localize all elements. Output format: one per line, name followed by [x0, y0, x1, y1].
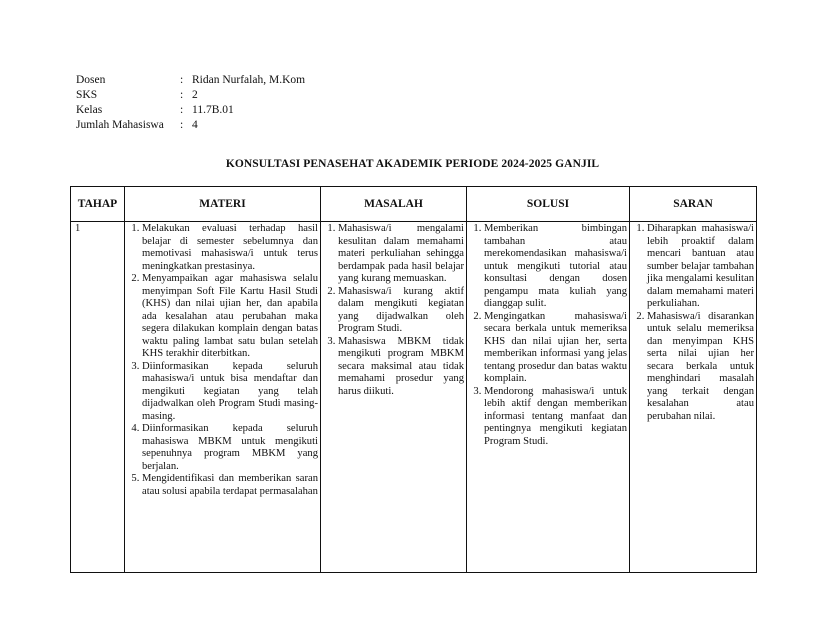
list-item: 3. Diinformasikan kepada seluruh mahasiswa/i untuk bisa mendaftar dan mengikuti kegiatan yang telah dijadwalkan oleh Program Studi masing-masing.	[142, 361, 318, 424]
header-materi: MATERI	[125, 187, 321, 222]
masalah-list	[323, 223, 464, 398]
list-item: 2. Mahasiswa/i kurang aktif dalam mengikuti kegiatan yang dijadwalkan oleh Program Studi.	[338, 286, 464, 336]
info-separator: :	[180, 104, 184, 116]
list-item: 1. Mahasiswa/i mengalami kesulitan dalam memahami materi perkuliahan sehingga berdampak pada hasil belajar yang kurang memuaskan.	[338, 223, 464, 286]
course-info	[76, 73, 305, 133]
info-row-jumlah-mahasiswa	[76, 118, 305, 133]
list-item: 1. Diharapkan mahasiswa/i lebih proaktif dalam mencari bantuan atau sumber belajar tambahan jika mengalami kesulitan dalam memahami materi perkuliahan.	[647, 223, 754, 311]
list-item: 4. Diinformasikan kepada seluruh mahasiswa MBKM untuk mengikuti sepenuhnya program MBKM yang berjalan.	[142, 423, 318, 473]
cell-masalah	[321, 222, 467, 573]
info-value: 2	[192, 89, 198, 101]
list-item: 1. Melakukan evaluasi terhadap hasil belajar di semester sebelumnya dan memotivasi mahasiswa/i untuk terus meningkatkan prestasinya.	[142, 223, 318, 273]
list-item: 3. Mahasiswa MBKM tidak mengikuti program MBKM secara maksimal atau tidak memahami prosedur yang harus diikuti.	[338, 336, 464, 399]
info-value: 11.7B.01	[192, 104, 234, 116]
list-item: 2. Mahasiswa/i disarankan untuk selalu memeriksa dan menyimpan KHS serta nilai ujian her secara berkala untuk menghindari masalah yang terkait dengan kesalahan atau perubahan nilai.	[647, 311, 754, 424]
info-label: SKS	[76, 89, 98, 101]
info-value: 4	[192, 119, 198, 131]
list-item: 2. Mengingatkan mahasiswa/i secara berkala untuk memeriksa KHS dan nilai ujian her, serta memberikan informasi yang jelas tentang prosedur dan batas waktu komplain.	[484, 311, 627, 386]
saran-list	[632, 223, 754, 423]
header-masalah: MASALAH	[321, 187, 467, 222]
info-label: Dosen	[76, 74, 106, 86]
info-separator: :	[180, 119, 184, 131]
page-title: KONSULTASI PENASEHAT AKADEMIK PERIODE 2024-2025 GANJIL	[225, 158, 600, 170]
list-item: 1. Memberikan bimbingan tambahan atau merekomendasikan mahasiswa/i untuk mengikuti tutorial atau konsultasi dengan dosen pengampu mata kuliah yang dianggap sulit.	[484, 223, 627, 311]
header-saran: SARAN	[630, 187, 757, 222]
materi-list	[127, 223, 318, 498]
cell-tahap: 1	[71, 222, 125, 573]
info-row-kelas	[76, 103, 305, 118]
cell-saran	[630, 222, 757, 573]
list-item: 5. Mengidentifikasi dan memberikan saran atau solusi apabila terdapat permasalahan	[142, 473, 318, 498]
info-label: Kelas	[76, 104, 103, 116]
info-value: Ridan Nurfalah, M.Kom	[192, 74, 306, 86]
consultation-table	[70, 186, 757, 573]
info-separator: :	[180, 89, 184, 101]
table-row	[71, 222, 757, 573]
list-item: 2. Menyampaikan agar mahasiswa selalu menyimpan Soft File Kartu Hasil Studi (KHS) dan nilai ujian her, dan apabila ada kesalahan atau perubahan maka segera dilakukan komplain dengan batas waktu paling lambat satu bulan setelah KHS terakhir diterbitkan.	[142, 273, 318, 361]
header-tahap: TAHAP	[71, 187, 125, 222]
info-row-sks	[76, 88, 305, 103]
solusi-list	[469, 223, 627, 448]
header-solusi: SOLUSI	[467, 187, 630, 222]
cell-solusi	[467, 222, 630, 573]
info-row-dosen	[76, 73, 305, 88]
table-header-row	[71, 187, 757, 222]
cell-materi	[125, 222, 321, 573]
info-label: Jumlah Mahasiswa	[76, 119, 164, 131]
info-separator: :	[180, 74, 184, 86]
list-item: 3. Mendorong mahasiswa/i untuk lebih aktif dengan memberikan informasi tentang manfaat dan pentingnya mengikuti kegiatan Program Studi.	[484, 386, 627, 449]
